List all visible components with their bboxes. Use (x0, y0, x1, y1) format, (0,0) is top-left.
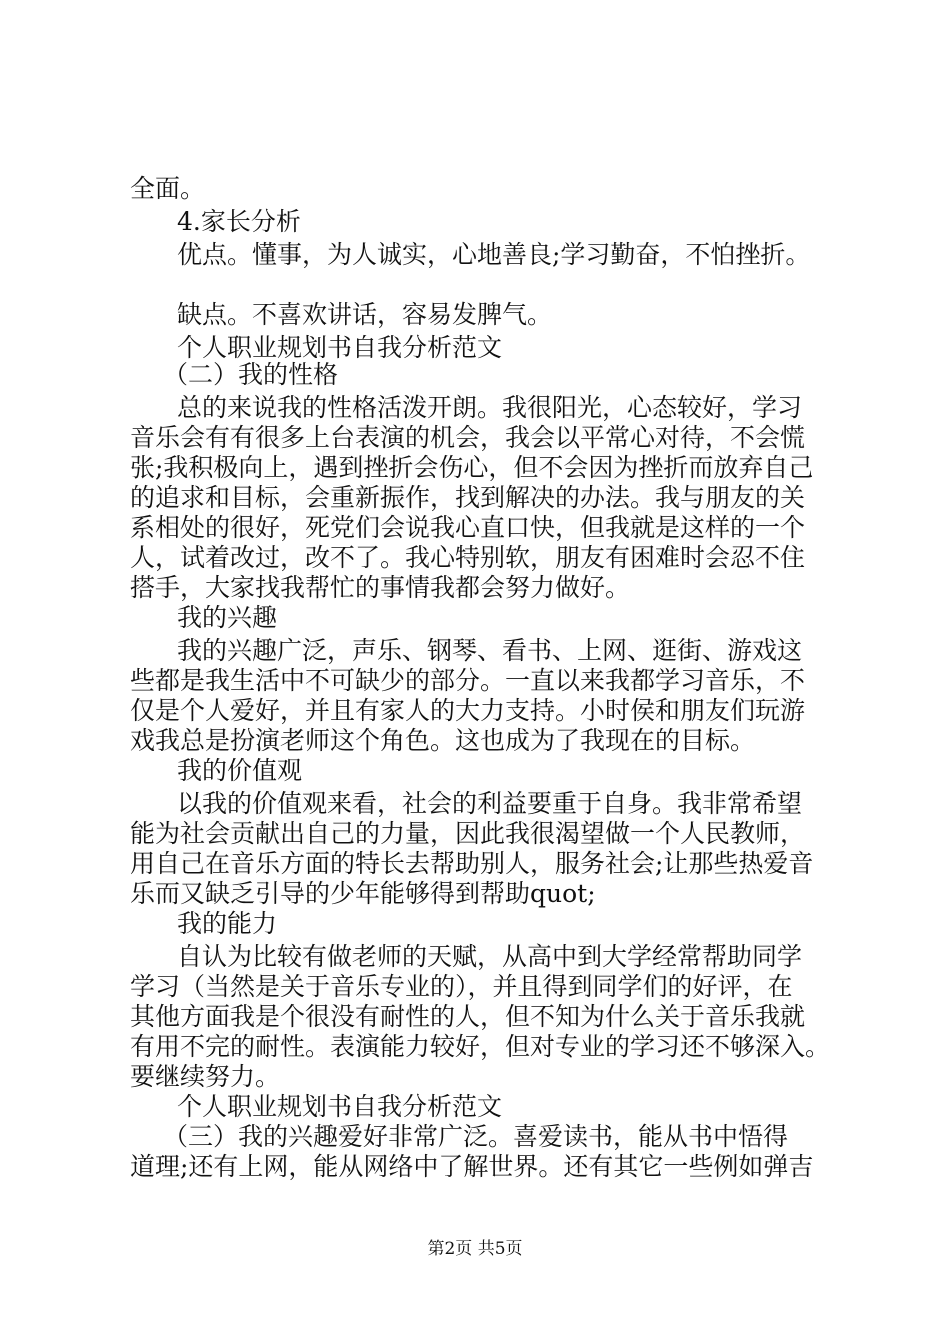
text-line: 我的兴趣广泛，声乐、钢琴、看书、上网、逛街、游戏这 (177, 636, 803, 665)
section-heading: 4.家长分析 (177, 207, 301, 236)
text-line: 全面。 (130, 174, 206, 203)
text-line: 能为社会贡献出自己的力量，因此我很渴望做一个人民教师， (130, 819, 806, 848)
text-line: 些都是我生活中不可缺少的部分。一直以来我都学习音乐，不 (130, 666, 806, 695)
text-line: 要继续努力。 (130, 1062, 281, 1091)
text-line: 的追求和目标，会重新振作，找到解决的办法。我与朋友的关 (130, 483, 806, 512)
section-heading: （二）我的性格 (163, 360, 339, 389)
text-line: 用自己在音乐方面的特长去帮助别人，服务社会;让那些热爱音 (130, 849, 814, 878)
section-heading: 我的兴趣 (177, 603, 278, 632)
section-heading: 个人职业规划书自我分析范文 (177, 333, 503, 362)
text-line: 缺点。不喜欢讲话，容易发脾气。 (177, 300, 553, 329)
text-line: 戏我总是扮演老师这个角色。这也成为了我现在的目标。 (130, 726, 756, 755)
text-line: 乐而又缺乏引导的少年能够得到帮助quot; (130, 879, 596, 908)
text-line: 其他方面我是个很没有耐性的人，但不知为什么关于音乐我就 (130, 1002, 806, 1031)
text-line: 音乐会有有很多上台表演的机会，我会以平常心对待，不会慌 (130, 423, 806, 452)
text-line: 自认为比较有做老师的天赋，从高中到大学经常帮助同学 (177, 942, 803, 971)
text-line: 以我的价值观来看，社会的利益要重于自身。我非常希望 (177, 789, 803, 818)
section-heading: 我的价值观 (177, 756, 303, 785)
page-footer: 第2页 共5页 (427, 1239, 523, 1259)
text-line: 搭手，大家找我帮忙的事情我都会努力做好。 (130, 573, 631, 602)
text-line: 有用不完的耐性。表演能力较好，但对专业的学习还不够深入。 (130, 1032, 831, 1061)
section-heading: 我的能力 (177, 909, 278, 938)
section-heading: 个人职业规划书自我分析范文 (177, 1092, 503, 1121)
text-line: 优点。懂事，为人诚实，心地善良;学习勤奋，不怕挫折。 (177, 240, 811, 269)
text-line: 张;我积极向上，遇到挫折会伤心，但不会因为挫折而放弃自己 (130, 453, 814, 482)
text-line: 系相处的很好，死党们会说我心直口快，但我就是这样的一个 (130, 513, 806, 542)
text-line: 仅是个人爱好，并且有家人的大力支持。小时侯和朋友们玩游 (130, 696, 806, 725)
text-line: 道理;还有上网，能从网络中了解世界。还有其它一些例如弹吉 (130, 1152, 814, 1181)
text-line: 人，试着改过，改不了。我心特别软，朋友有困难时会忍不住 (130, 543, 806, 572)
text-line: 总的来说我的性格活泼开朗。我很阳光，心态较好，学习 (177, 393, 803, 422)
text-line: 学习（当然是关于音乐专业的），并且得到同学们的好评，在 (130, 972, 793, 1001)
text-line: （三）我的兴趣爱好非常广泛。喜爱读书，能从书中悟得 (163, 1122, 789, 1151)
